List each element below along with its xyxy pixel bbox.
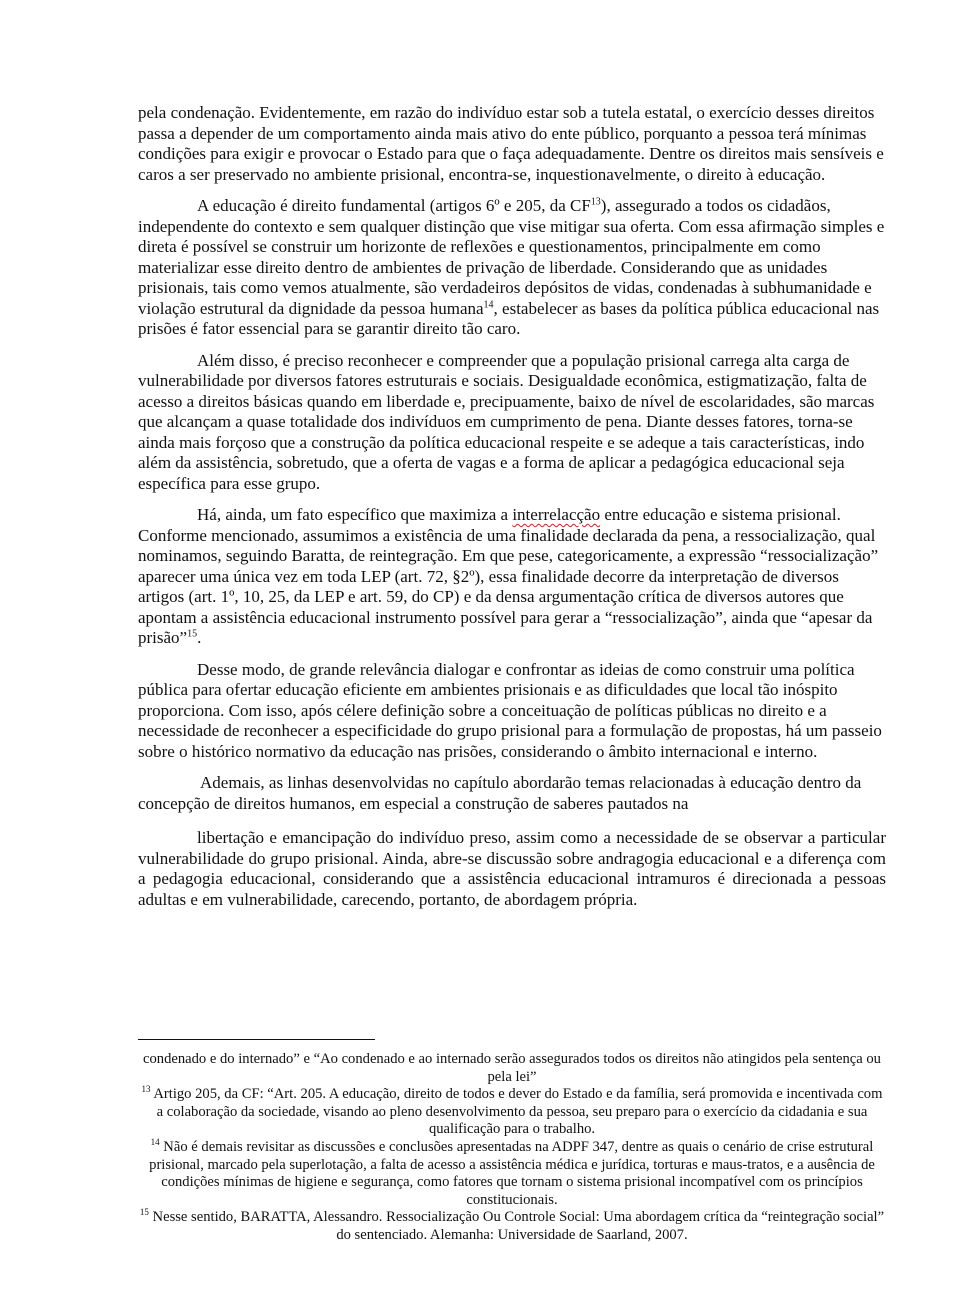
footnote-15-number: 15 [139, 1207, 149, 1218]
paragraph-2-text-a: A educação é direito fundamental (artigos 6º e 205, da CF [197, 196, 591, 215]
footnote-15-text: Nesse sentido, BARATTA, Alessandro. Ressocialização Ou Controle Social: Uma abordagem crítica da “reintegração social” do sentenciado. Alemanha: Universidade de Saarland, 2007. [148, 1209, 885, 1243]
paragraph-2-text-c: , estabelecer as bases da política pública educacional nas prisões é fator essencial para se garantir direito tão caro. [138, 298, 880, 338]
footnote-13-text: Artigo 205, da CF: “Art. 205. A educação, direito de todos e dever do Estado e da família, será promovida e incentivada com a colaboração da sociedade, visando ao pleno desenvolvimento da pessoa, seu preparo para o exercício da cidadania e sua qualificação para o trabalho. [150, 1086, 883, 1138]
footnote-14-text: Não é demais revisitar as discussões e conclusões apresentadas na ADPF 347, dentre as quais o cenário de crise estrutural prisional, marcado pela superlotação, a falta de acesso a assistência médica e jurídica, torturas e maus-tratos, e a ausência de condições mínimas de higiene e segurança, como fatores que tornam o sistema prisional incompatível com os princípios constitucionais. [149, 1138, 875, 1208]
spelling-error-word[interactable]: interrelacção [512, 505, 601, 524]
paragraph-1: pela condenação. Evidentemente, em razão do indivíduo estar sob a tutela estatal, o exercício desses direitos passa a depender de um comportamento ainda mais ativo do ente público, porquanto a pessoa terá mínimas condições para exigir e provocar o Estado para que o faça adequadamente. Dentre os direitos mais sensíveis e caros a ser preservado no ambiente prisional, encontra-se, inquestionavelmente, o direito à educação. [138, 103, 884, 184]
footnote-15 [138, 1209, 886, 1244]
footnote-14 [138, 1139, 886, 1209]
paragraph-2 [138, 196, 886, 340]
paragraph-4 [138, 505, 886, 649]
paragraph-4-text-b: entre educação e sistema prisional. Conforme mencionado, assumimos a existência de uma finalidade declarada da pena, a ressocialização, qual nominamos, seguindo Baratta, de reintegração. Em que pese, categoricamente, a expressão “ressocialização” aparecer uma única vez em toda LEP (art. 72, §2º), essa finalidade decorre da interpretação de diversos artigos (art. 1º, 10, 25, da LEP e art. 59, do CP) e da densa argumentação crítica de diversos autores que apontam a assistência educacional instrumento possível para gerar a “ressocialização”, ainda que “apesar da prisão” [138, 505, 879, 647]
footnote-separator [138, 1039, 375, 1040]
paragraph-2-text-b: ), assegurado a todos os cidadãos, independente do contexto e sem qualquer distinção que vise mitigar sua oferta. Com essa afirmação simples e direta é possível se construir um horizonte de reflexões e questionamentos, principalmente em como materializar esse direito dentro de ambientes de privação de liberdade. Considerando que as unidades prisionais, tais como vemos atualmente, são verdadeiros depósitos de vidas, condenadas à subhumanidade e violação estrutural da dignidade da pessoa humana [138, 196, 885, 318]
footnote-ref-15[interactable]: 15 [187, 628, 198, 640]
footnote-14-number: 14 [150, 1137, 160, 1148]
paragraph-6: Ademais, as linhas desenvolvidas no capítulo abordarão temas relacionadas à educação dentro da concepção de direitos humanos, em especial a construção de saberes pautados na [138, 773, 862, 813]
paragraph-4-text-a: Há, ainda, um fato específico que maximiza a [197, 505, 513, 524]
footnote-ref-13[interactable]: 13 [590, 196, 601, 208]
paragraph-7: libertação e emancipação do indivíduo preso, assim como a necessidade de se observar a particular vulnerabilidade do grupo prisional. Ainda, abre-se discussão sobre andragogia educacional e a diferença com a pedagogia educacional, considerando que a assistência educacional intramuros é direcionada a pessoas adultas e em vulnerabilidade, carecendo, portanto, de abordagem própria. [138, 828, 886, 909]
footnote-continuation: condenado e do internado” e “Ao condenado e ao internado serão assegurados todos os direitos não atingidos pela sentença ou pela lei” [143, 1051, 881, 1085]
body-text [138, 103, 886, 921]
footnote-ref-14[interactable]: 14 [483, 298, 494, 310]
paragraph-4-text-c: . [197, 628, 202, 647]
footnote-13-number: 13 [141, 1084, 151, 1095]
footnote-13 [138, 1086, 886, 1139]
paragraph-3: Além disso, é preciso reconhecer e compreender que a população prisional carrega alta carga de vulnerabilidade por diversos fatores estruturais e sociais. Desigualdade econômica, estigmatização, falta de acesso a direitos básicas quando em liberdade e, precipuamente, baixo de nível de escolaridades, são marcas que alcançam a quase totalidade dos indivíduos em cumprimento de pena. Diante desses fatores, torna-se ainda mais forçoso que a construção da política educacional respeite e se adeque a tais características, indo além da assistência, sobretudo, que a oferta de vagas e a forma de aplicar a pedagógica educacional seja específica para esse grupo. [138, 350, 875, 493]
paragraph-5: Desse modo, de grande relevância dialogar e confrontar as ideias de como construir uma política pública para ofertar educação eficiente em ambientes prisionais e as dificuldades que local tão inóspito proporciona. Com isso, após célere definição sobre a conceituação de políticas públicas no direito e a necessidade de reconhecer a especificidade do grupo prisional para a formulação de propostas, há um passeio sobre o histórico normativo da educação nas prisões, considerando o âmbito internacional e interno. [138, 659, 882, 761]
footnotes [138, 1051, 886, 1245]
